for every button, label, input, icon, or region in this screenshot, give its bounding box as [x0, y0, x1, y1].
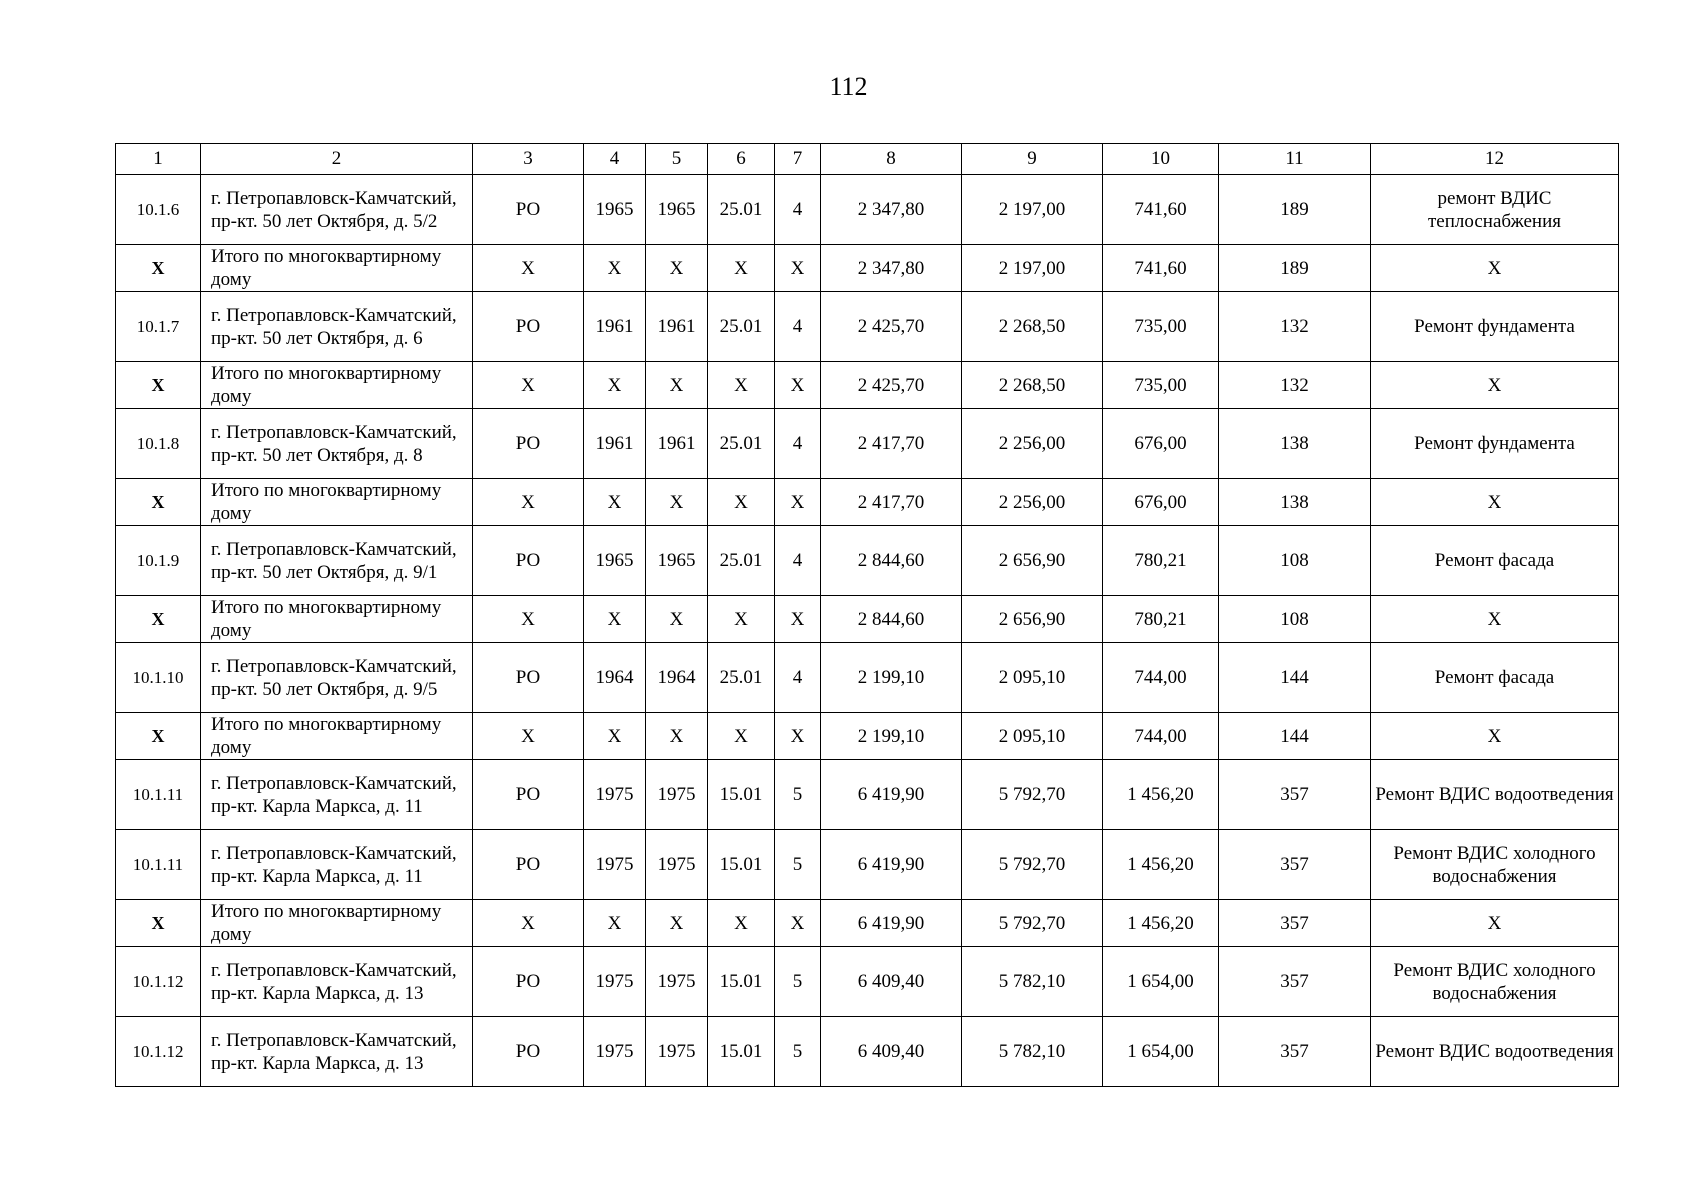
wall-material-cell: 25.01	[708, 409, 775, 479]
living-area-cell: 2 268,50	[962, 362, 1103, 409]
residents-cell: 138	[1219, 409, 1371, 479]
residents-cell: 357	[1219, 1017, 1371, 1087]
address-cell: Итого по многоквартирному дому	[201, 362, 473, 409]
nonliving-area-cell: 744,00	[1103, 713, 1219, 760]
header-cell: 7	[775, 144, 821, 175]
row-number-cell: Х	[116, 596, 201, 643]
year-built-cell: 1975	[584, 830, 646, 900]
residents-cell: 357	[1219, 760, 1371, 830]
living-area-cell: 5 782,10	[962, 1017, 1103, 1087]
wall-material-cell: Х	[708, 362, 775, 409]
floors-cell: 5	[775, 830, 821, 900]
floors-cell: 5	[775, 760, 821, 830]
year-commission-cell: Х	[646, 596, 708, 643]
floors-cell: 4	[775, 409, 821, 479]
type-cell: РО	[473, 947, 584, 1017]
type-cell: РО	[473, 526, 584, 596]
header-cell: 12	[1371, 144, 1619, 175]
total-area-cell: 2 844,60	[821, 596, 962, 643]
work-type-cell: Х	[1371, 245, 1619, 292]
address-cell: Итого по многоквартирному дому	[201, 900, 473, 947]
floors-cell: Х	[775, 596, 821, 643]
type-cell: РО	[473, 175, 584, 245]
header-cell: 2	[201, 144, 473, 175]
header-cell: 1	[116, 144, 201, 175]
floors-cell: 5	[775, 947, 821, 1017]
address-cell: г. Петропавловск-Камчатский, пр-кт. 50 лет Октября, д. 5/2	[201, 175, 473, 245]
work-type-cell: Ремонт ВДИС водоотведения	[1371, 1017, 1619, 1087]
work-type-cell: Ремонт фасада	[1371, 643, 1619, 713]
residents-cell: 357	[1219, 900, 1371, 947]
row-number-cell: 10.1.8	[116, 409, 201, 479]
floors-cell: 4	[775, 175, 821, 245]
capital-repair-table	[115, 143, 1619, 1087]
row-number-cell: Х	[116, 479, 201, 526]
residents-cell: 144	[1219, 713, 1371, 760]
row-number-cell: 10.1.12	[116, 1017, 201, 1087]
nonliving-area-cell: 1 654,00	[1103, 947, 1219, 1017]
type-cell: РО	[473, 1017, 584, 1087]
row-number-cell: Х	[116, 362, 201, 409]
row-number-cell: 10.1.7	[116, 292, 201, 362]
type-cell: Х	[473, 596, 584, 643]
total-area-cell: 2 199,10	[821, 643, 962, 713]
living-area-cell: 2 197,00	[962, 175, 1103, 245]
table-row	[116, 409, 1619, 479]
wall-material-cell: Х	[708, 245, 775, 292]
row-number-cell: Х	[116, 713, 201, 760]
living-area-cell: 5 792,70	[962, 900, 1103, 947]
year-commission-cell: 1975	[646, 830, 708, 900]
floors-cell: Х	[775, 479, 821, 526]
nonliving-area-cell: 676,00	[1103, 409, 1219, 479]
year-commission-cell: Х	[646, 362, 708, 409]
total-area-cell: 2 425,70	[821, 362, 962, 409]
wall-material-cell: 15.01	[708, 760, 775, 830]
year-built-cell: 1965	[584, 526, 646, 596]
year-commission-cell: Х	[646, 245, 708, 292]
address-cell: Итого по многоквартирному дому	[201, 245, 473, 292]
table-row	[116, 1017, 1619, 1087]
type-cell: РО	[473, 409, 584, 479]
year-commission-cell: 1961	[646, 292, 708, 362]
year-commission-cell: 1964	[646, 643, 708, 713]
wall-material-cell: 25.01	[708, 292, 775, 362]
header-cell: 9	[962, 144, 1103, 175]
work-type-cell: Х	[1371, 596, 1619, 643]
header-cell: 4	[584, 144, 646, 175]
type-cell: РО	[473, 830, 584, 900]
nonliving-area-cell: 744,00	[1103, 643, 1219, 713]
table-row	[116, 526, 1619, 596]
year-built-cell: Х	[584, 479, 646, 526]
header-cell: 10	[1103, 144, 1219, 175]
living-area-cell: 5 792,70	[962, 830, 1103, 900]
wall-material-cell: Х	[708, 900, 775, 947]
nonliving-area-cell: 676,00	[1103, 479, 1219, 526]
type-cell: РО	[473, 760, 584, 830]
wall-material-cell: 15.01	[708, 830, 775, 900]
living-area-cell: 2 256,00	[962, 479, 1103, 526]
year-built-cell: 1975	[584, 947, 646, 1017]
row-number-cell: 10.1.11	[116, 760, 201, 830]
nonliving-area-cell: 1 654,00	[1103, 1017, 1219, 1087]
total-area-cell: 2 199,10	[821, 713, 962, 760]
page-number: 112	[829, 72, 868, 101]
table-header-row	[116, 144, 1619, 175]
row-number-cell: 10.1.6	[116, 175, 201, 245]
year-built-cell: 1964	[584, 643, 646, 713]
work-type-cell: Ремонт фундамента	[1371, 292, 1619, 362]
total-row	[116, 362, 1619, 409]
floors-cell: 4	[775, 643, 821, 713]
year-built-cell: Х	[584, 900, 646, 947]
row-number-cell: 10.1.12	[116, 947, 201, 1017]
residents-cell: 132	[1219, 362, 1371, 409]
residents-cell: 108	[1219, 596, 1371, 643]
residents-cell: 189	[1219, 245, 1371, 292]
residents-cell: 132	[1219, 292, 1371, 362]
floors-cell: 4	[775, 526, 821, 596]
row-number-cell: 10.1.11	[116, 830, 201, 900]
row-number-cell: Х	[116, 245, 201, 292]
table-row	[116, 643, 1619, 713]
year-built-cell: 1975	[584, 1017, 646, 1087]
total-area-cell: 6 409,40	[821, 1017, 962, 1087]
wall-material-cell: 25.01	[708, 526, 775, 596]
address-cell: г. Петропавловск-Камчатский, пр-кт. Карла Маркса, д. 13	[201, 947, 473, 1017]
floors-cell: Х	[775, 362, 821, 409]
floors-cell: Х	[775, 245, 821, 292]
year-commission-cell: 1965	[646, 526, 708, 596]
type-cell: Х	[473, 713, 584, 760]
year-built-cell: Х	[584, 713, 646, 760]
total-area-cell: 6 419,90	[821, 830, 962, 900]
year-commission-cell: 1975	[646, 760, 708, 830]
total-area-cell: 2 417,70	[821, 479, 962, 526]
living-area-cell: 5 792,70	[962, 760, 1103, 830]
row-number-cell: 10.1.9	[116, 526, 201, 596]
residents-cell: 357	[1219, 947, 1371, 1017]
year-built-cell: 1961	[584, 292, 646, 362]
year-built-cell: 1975	[584, 760, 646, 830]
table-row	[116, 760, 1619, 830]
nonliving-area-cell: 1 456,20	[1103, 900, 1219, 947]
year-built-cell: 1961	[584, 409, 646, 479]
table-row	[116, 830, 1619, 900]
living-area-cell: 2 095,10	[962, 713, 1103, 760]
header-cell: 6	[708, 144, 775, 175]
wall-material-cell: Х	[708, 713, 775, 760]
row-number-cell: 10.1.10	[116, 643, 201, 713]
type-cell: Х	[473, 479, 584, 526]
wall-material-cell: 25.01	[708, 175, 775, 245]
nonliving-area-cell: 1 456,20	[1103, 760, 1219, 830]
total-area-cell: 2 844,60	[821, 526, 962, 596]
nonliving-area-cell: 741,60	[1103, 245, 1219, 292]
type-cell: Х	[473, 245, 584, 292]
total-row	[116, 596, 1619, 643]
type-cell: РО	[473, 292, 584, 362]
address-cell: г. Петропавловск-Камчатский, пр-кт. Карла Маркса, д. 11	[201, 830, 473, 900]
floors-cell: Х	[775, 713, 821, 760]
year-commission-cell: 1965	[646, 175, 708, 245]
wall-material-cell: 15.01	[708, 1017, 775, 1087]
total-area-cell: 2 417,70	[821, 409, 962, 479]
living-area-cell: 2 656,90	[962, 526, 1103, 596]
total-row	[116, 479, 1619, 526]
residents-cell: 138	[1219, 479, 1371, 526]
table-body	[116, 144, 1619, 1087]
table-row	[116, 292, 1619, 362]
year-commission-cell: 1975	[646, 947, 708, 1017]
residents-cell: 108	[1219, 526, 1371, 596]
work-type-cell: Х	[1371, 900, 1619, 947]
address-cell: г. Петропавловск-Камчатский, пр-кт. 50 лет Октября, д. 6	[201, 292, 473, 362]
wall-material-cell: 15.01	[708, 947, 775, 1017]
work-type-cell: Ремонт ВДИС водоотведения	[1371, 760, 1619, 830]
year-built-cell: Х	[584, 596, 646, 643]
total-area-cell: 6 419,90	[821, 760, 962, 830]
work-type-cell: ремонт ВДИС теплоснабжения	[1371, 175, 1619, 245]
header-cell: 3	[473, 144, 584, 175]
nonliving-area-cell: 780,21	[1103, 596, 1219, 643]
total-area-cell: 6 409,40	[821, 947, 962, 1017]
year-commission-cell: 1961	[646, 409, 708, 479]
residents-cell: 357	[1219, 830, 1371, 900]
address-cell: г. Петропавловск-Камчатский, пр-кт. 50 лет Октября, д. 8	[201, 409, 473, 479]
nonliving-area-cell: 735,00	[1103, 292, 1219, 362]
year-built-cell: 1965	[584, 175, 646, 245]
year-commission-cell: Х	[646, 479, 708, 526]
address-cell: Итого по многоквартирному дому	[201, 596, 473, 643]
total-area-cell: 6 419,90	[821, 900, 962, 947]
nonliving-area-cell: 1 456,20	[1103, 830, 1219, 900]
address-cell: г. Петропавловск-Камчатский, пр-кт. Карла Маркса, д. 13	[201, 1017, 473, 1087]
living-area-cell: 2 197,00	[962, 245, 1103, 292]
floors-cell: Х	[775, 900, 821, 947]
address-cell: Итого по многоквартирному дому	[201, 479, 473, 526]
residents-cell: 189	[1219, 175, 1371, 245]
wall-material-cell: Х	[708, 596, 775, 643]
residents-cell: 144	[1219, 643, 1371, 713]
total-row	[116, 713, 1619, 760]
total-row	[116, 245, 1619, 292]
total-area-cell: 2 425,70	[821, 292, 962, 362]
type-cell: РО	[473, 643, 584, 713]
nonliving-area-cell: 735,00	[1103, 362, 1219, 409]
nonliving-area-cell: 741,60	[1103, 175, 1219, 245]
table-row	[116, 175, 1619, 245]
work-type-cell: Ремонт ВДИС холодного водоснабжения	[1371, 947, 1619, 1017]
address-cell: г. Петропавловск-Камчатский, пр-кт. 50 лет Октября, д. 9/1	[201, 526, 473, 596]
floors-cell: 5	[775, 1017, 821, 1087]
wall-material-cell: 25.01	[708, 643, 775, 713]
work-type-cell: Ремонт фасада	[1371, 526, 1619, 596]
work-type-cell: Ремонт фундамента	[1371, 409, 1619, 479]
wall-material-cell: Х	[708, 479, 775, 526]
year-built-cell: Х	[584, 245, 646, 292]
total-row	[116, 900, 1619, 947]
header-cell: 5	[646, 144, 708, 175]
work-type-cell: Х	[1371, 362, 1619, 409]
living-area-cell: 2 268,50	[962, 292, 1103, 362]
header-cell: 8	[821, 144, 962, 175]
table-row	[116, 947, 1619, 1017]
year-commission-cell: Х	[646, 713, 708, 760]
address-cell: г. Петропавловск-Камчатский, пр-кт. 50 лет Октября, д. 9/5	[201, 643, 473, 713]
year-commission-cell: 1975	[646, 1017, 708, 1087]
work-type-cell: Х	[1371, 479, 1619, 526]
living-area-cell: 2 656,90	[962, 596, 1103, 643]
work-type-cell: Ремонт ВДИС холодного водоснабжения	[1371, 830, 1619, 900]
living-area-cell: 2 256,00	[962, 409, 1103, 479]
address-cell: г. Петропавловск-Камчатский, пр-кт. Карла Маркса, д. 11	[201, 760, 473, 830]
living-area-cell: 5 782,10	[962, 947, 1103, 1017]
total-area-cell: 2 347,80	[821, 245, 962, 292]
year-commission-cell: Х	[646, 900, 708, 947]
floors-cell: 4	[775, 292, 821, 362]
nonliving-area-cell: 780,21	[1103, 526, 1219, 596]
header-cell: 11	[1219, 144, 1371, 175]
living-area-cell: 2 095,10	[962, 643, 1103, 713]
year-built-cell: Х	[584, 362, 646, 409]
type-cell: Х	[473, 362, 584, 409]
work-type-cell: Х	[1371, 713, 1619, 760]
type-cell: Х	[473, 900, 584, 947]
row-number-cell: Х	[116, 900, 201, 947]
total-area-cell: 2 347,80	[821, 175, 962, 245]
address-cell: Итого по многоквартирному дому	[201, 713, 473, 760]
